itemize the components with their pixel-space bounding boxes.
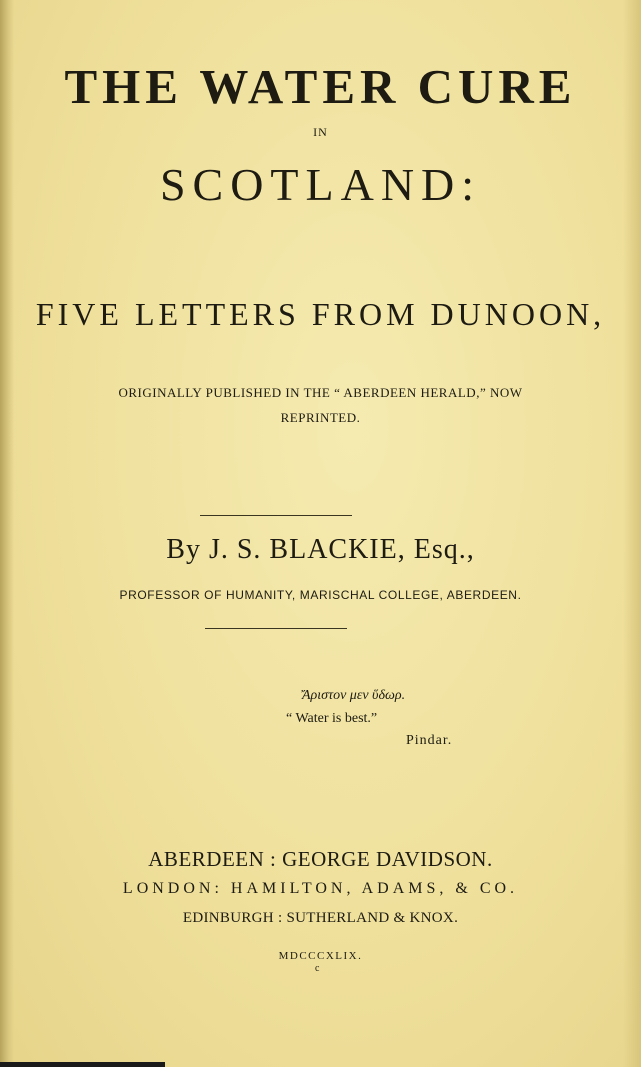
scan-edge-bar (0, 1062, 165, 1067)
divider-rule (205, 628, 347, 629)
epigraph-greek: Ἄριστον μεν ὕδωρ. (302, 688, 406, 703)
publisher-london: LONDON: HAMILTON, ADAMS, & CO. (122, 880, 519, 897)
book-subtitle: FIVE LETTERS FROM DUNOON, (35, 296, 606, 332)
publisher-aberdeen: ABERDEEN : GEORGE DAVIDSON. (148, 847, 493, 871)
book-title-place: SCOTLAND: (159, 159, 482, 210)
title-connector: IN (313, 125, 328, 139)
divider-rule (200, 515, 352, 516)
publication-note-continued: REPRINTED. (280, 410, 361, 425)
publication-note: ORIGINALLY PUBLISHED IN THE “ ABERDEEN HERALD,” NOW (118, 385, 523, 400)
publication-date: MDCCCXLIX. (278, 950, 363, 962)
publisher-edinburgh: EDINBURGH : SUTHERLAND & KNOX. (182, 910, 459, 926)
book-title: THE WATER CURE (64, 59, 577, 114)
epigraph-english: “ Water is best.” (286, 711, 378, 726)
author-affiliation: PROFESSOR OF HUMANITY, MARISCHAL COLLEGE, ABERDEEN. (119, 588, 522, 602)
epigraph-attribution: Pindar. (406, 733, 453, 748)
author-line: By J. S. BLACKIE, Esq., (166, 534, 475, 565)
signature-mark: c (315, 963, 320, 974)
